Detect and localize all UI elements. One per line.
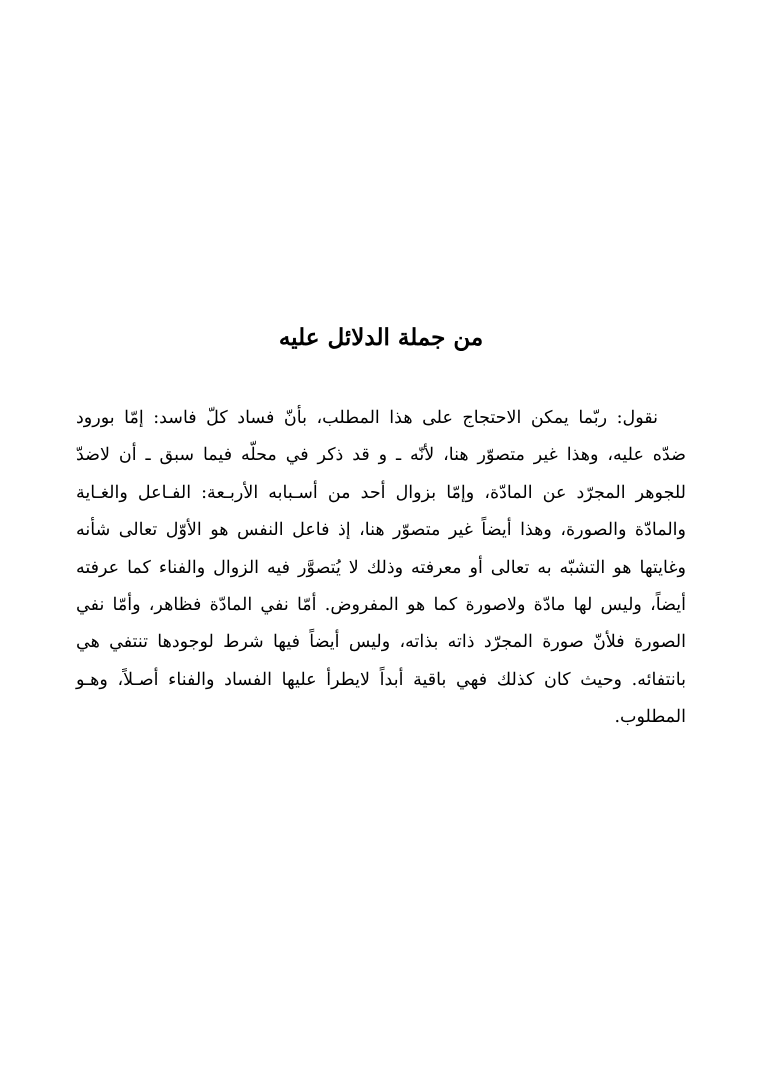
paragraph-line: المطلوب. [614, 707, 686, 728]
paragraph-line: نقول: ربّما يمكن الاحتجاج على هذا المطلب، بأنّ فساد كلّ فاسد: إمّا بورود [76, 408, 658, 428]
body-paragraph [76, 400, 686, 737]
paragraph-line: وغايتها هو التشبّه به تعالى أو معرفته وذلك لا يُتصوَّر فيه الزوال والفناء كما عرفته [76, 557, 686, 578]
paragraph-line: بانتفائه. وحيث كان كذلك فهي باقية أبداً لايطرأ عليها الفساد والفناء أصـلاً، وهـو [76, 669, 686, 690]
paragraph-line: ضدّه عليه، وهذا غير متصوّر هنا، لأنّه ـ و قد ذكر في محلّه فيما سبق ـ أن لاضدّ [76, 445, 686, 466]
section-heading: من جملة الدلائل عليه [278, 324, 484, 351]
paragraph-line: أيضاً، وليس لها مادّة ولاصورة كما هو المفروض. أمّا نفي المادّة فظاهر، وأمّا نفي [76, 594, 686, 615]
paragraph-line: والمادّة والصورة، وهذا أيضاً غير متصوّر هنا، إذ فاعل النفس هو الأوّل تعالى شأنه [76, 520, 686, 541]
paragraph-line: الصورة فلأنّ صورة المجرّد ذاته بذاته، وليس أيضاً فيها شرط لوجودها تنتفي هي [76, 632, 686, 653]
paragraph-line: للجوهر المجرّد عن المادّة، وإمّا بزوال أحد من أسـبابه الأربـعة: الفـاعل والغـاية [76, 482, 686, 503]
